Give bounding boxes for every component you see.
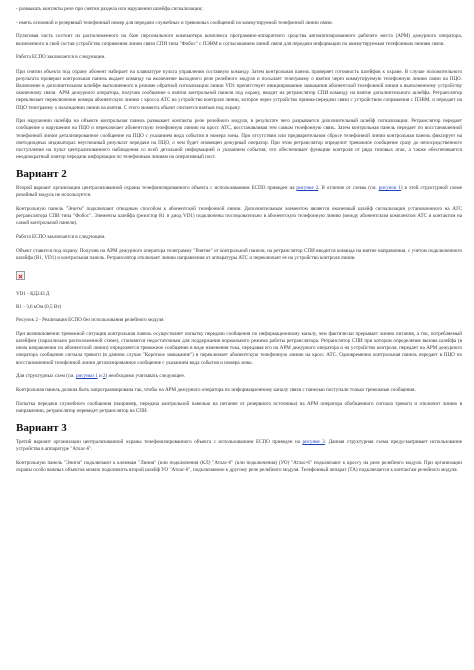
paragraph: Контрольная панель должна быть запрограммирована так, чтобы на АРМ дежурного оператора по информационному каналу связи с панелью поступали только тревожные сообщения.	[16, 387, 416, 394]
figure-link[interactable]: рисунок 1	[378, 184, 401, 191]
figure-link[interactable]: 2	[102, 373, 106, 380]
figure-caption-r1: R1 - 3,6 кОм (0,5 Вт)	[16, 304, 62, 311]
paragraph: При снятии объекта под охрану абонент набирает на клавиатуре пульта управления составную команду. Затем контрольная панель проверяет готовность шлейфов к охране. В случае положительного результата проверки контрольная панель выдает команду на включение выходного реле релейного модуля и посылает телеграмму о взятии через коммутируемую телефонную линию связи на ПЦО. Включение в дополнительном шлейфе выполненного в режиме обратной сигнализации линии VD1 препятствует инициированию замыкания абонентской телефонной линии к выполненному устройству оконечному связи. АРМ дежурного оператора, получив сообщение о взятии контрольной панели под охрану, вводит на ретранслятор СПИ команду на взятие дополнительного шлейфа. Ретранслятор переключает переключение номера абонентскую линию с кросса АТС на устройство контроля линии, которое через устройство приема-передачи связи с устройством сопряжения с ПЭВМ, и передает на ПЦО телеграмму о нахождении линии на взятия. С этого момента объект считается взятым под охрану.	[16, 68, 462, 111]
paragraph: Работа ЕСПО заключается в следующем.	[16, 54, 106, 61]
paragraph: Контрольную панель "Энигм" подключают отводным способом к абонентской телефонной линии. Дополнительным элементом является оконечный шлейф сигнализации установленного на АТС ретранслятора СПИ типа "Фобос". Элементы шлейфа (резистор R1 и диод VD1) подключены последовательно в абонентскую телефонную линию (между абонентским комплектом АТС и контактом на самой контрольной панели).	[16, 205, 462, 227]
paragraph: При нарушении шлейфа на объекте контрольная панель размыкает контакты реле релейного модуля, в результате чего разрывается дополнительный шлейф сигнализации. Ретранслятор передает сообщение о нарушении на ПЦО и переключает абонентскую телефонную линию на кросс АТС, восстанавливая тем самым телефонную связь. Затем контрольная панель передает по восстановленной телефонной линии детализированное сообщение на ПЦО с указанием вида события и номера зоны. При отсутствии или предварительном сбросе телефонной линии контрольная панель фиксирует на светодиодных индикаторах неуспешный результат передачи на ПЦО, о чем будет оповещен дежурный оператор. При этом ретранслятор определит тревожное сообщение сразу до непосредственного поступления на пульт централизованного наблюдения со всей детальной информацией и указанием события, что обеспечивает функцию контроля от ряда типовых атак, а также обеспечивается неоднократный повтор передачи информации по телефонным линиям на оперативный пост.	[16, 118, 462, 161]
figure-link[interactable]: рисунке 3	[302, 439, 325, 446]
paragraph: Контрольную панель "Энигм" подключают к клеммам "Линия" (или подключения (КЛ) "Атлас-6" (или подключения) (УО) "Атлас-6" подключают к кроссу на реле релейного модуля. При организации охраны особо важных объектов можно подключить второй шлейф УО "Атлас-6", подключаемое к другому реле релейного модуля. Телефонный аппарат (ТА) подключается к контактам релейного модуля.	[16, 459, 462, 474]
paragraph: Объект ставится под охрану. Получив на АРМ дежурного оператора телеграмму "Взятие" от контрольной панели, на ретранслятор СПИ вводится команда на взятие направления, с учетом подключенного шлейфа (R1, VD1) и контрольная панель. Ретранслятор отключает линию направления от аппаратуры АТС и переключает ее на устройство контроля линии.	[16, 248, 462, 262]
paragraph: - иметь основной и резервный телефонный номер для передачи служебных и тревожных сообщений по коммутируемой телефонной линии связи.	[16, 19, 333, 26]
paragraph-with-links: Третий вариант организации централизованной охраны телефонизированного объекта с использованием ЕСПО приведен на рисунке 3. Данная структурная схема предусматривает использование устройства в аппаратуре "Атлас-6".	[16, 439, 462, 453]
paragraph: - размыкать контакты реле при снятии раздела или нарушении шлейфа сигнализации;	[16, 6, 203, 12]
section-heading-variant-3: Вариант 3	[16, 422, 67, 435]
figure-caption: Рисунок 2 - Реализация ЕСПО без использования релейного модуля	[16, 317, 164, 324]
paragraph: При возникновении тревожной ситуации контрольная панель осуществляет попытку передачи сообщения по информационному каналу, чем фактически прерывает линию питания, а ток, потребляемый шлейфом (параллельно расположенной схеме), становится недостаточным для поддержания нормального режима работы ретранслятора. Ретранслятор СПИ при котором определение вызова шлейфа (в ином направлении по абонентской линии) определяется тревожное сообщение в виде изменения тока, передавая его на АРМ дежурного оператора и на устройство контроля, передает на АРМ дежурного оператора сообщение сигнала тревоги (в данном случае "Короткое замыкание") и переключает абонентскую телефонную линию на кросс АТС. Одновременно контрольная панель передает в ПЦО по восстановленной телефонной линии детализированное сообщение с указанием вида события и номера зоны.	[16, 330, 462, 366]
section-heading-variant-2: Вариант 2	[16, 167, 67, 180]
paragraph: Попытка передачи служебного сообщения (например, передача контрольной панелью на питание от резервного источника) на АРМ оператора обобщенного сигнала тревоги и отключит линию в направлении, ретранслятор переведет ретранслятор на СПИ.	[16, 401, 462, 415]
figure-2	[16, 269, 462, 325]
figure-caption-vd1: VD1 - КД243 Д	[16, 291, 50, 298]
paragraph-with-links: Для структурных схем (см. рисунки 1 и 2) необходимо учитывать следующее.	[16, 373, 185, 380]
figure-link[interactable]: рисунки 1	[75, 373, 98, 380]
paragraph: Работа ЕСПО заключается в следующем.	[16, 233, 106, 240]
paragraph-with-links: Второй вариант организации централизованной охраны телефонизированного объекта с использованием ЕСПО приведен на рисунке 2. В отличие от схемы (см. рисунок 1) в этой структурной схеме релейный модуль не используется.	[16, 184, 463, 199]
figure-link[interactable]: рисунке 2	[296, 184, 319, 191]
paragraph: Пультовая часть состоит из расположенного на базе персонального компьютера комплекса программно-аппаратного средства автоматизированного рабочего места (АРМ) дежурного оператора, включенного в свой состав устройство сопряжения линии связи СПИ типа "Фобос" с ПЭВМ и согласованием линий связи для передачи информации по коммутируемым телефонным линиям связи.	[16, 33, 462, 47]
broken-image-icon[interactable]	[16, 271, 25, 280]
